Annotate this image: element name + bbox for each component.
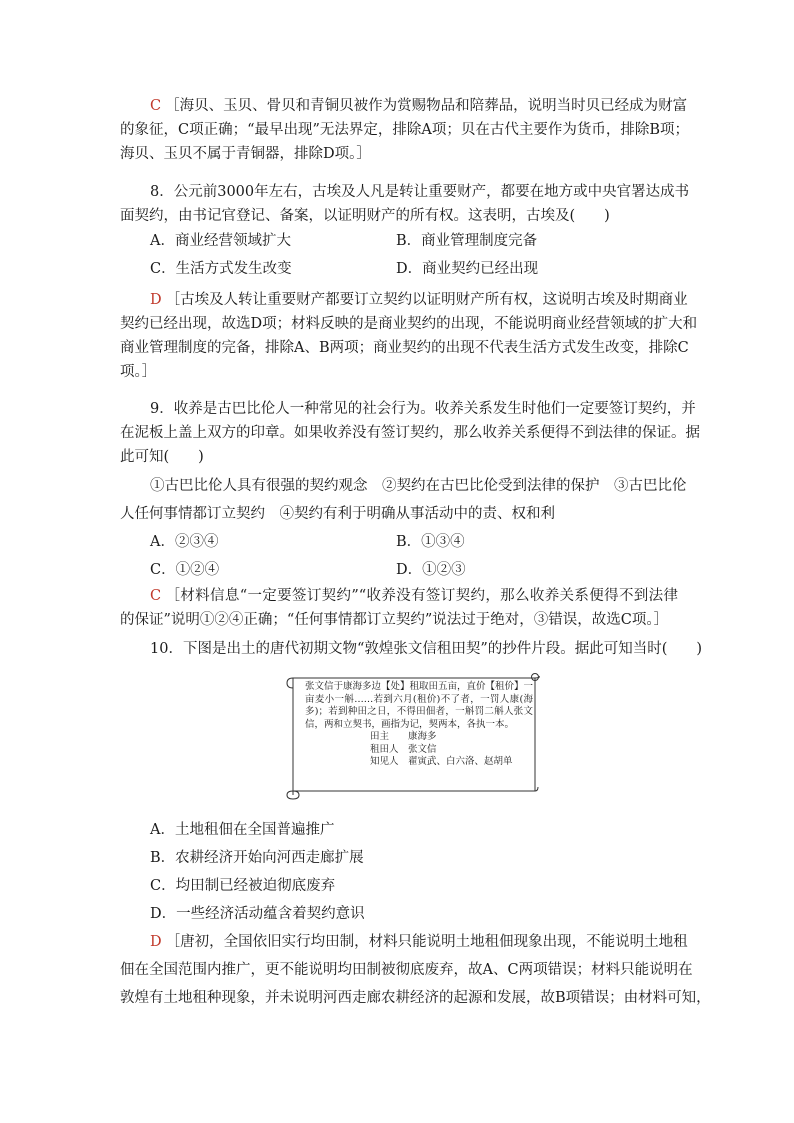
scroll-contract-paragraph: 张文信于康海多边【处】租取田五亩，直价【租价】一亩麦小一斛……若到六月(租价)不了者，一罚人康(海多)；若到种田之日，不得田佃者，一斛罚二斛人张文信，两和立契书，画指为记，契两本，各执一本。 xyxy=(305,681,534,730)
question-8-option-d[interactable]: D．商业契约已经出现 xyxy=(396,261,539,277)
answer-10-line-1: D ［唐初，全国依旧实行均田制，材料只能说明土地租佃现象出现，不能说明土地租 xyxy=(150,934,688,950)
question-10-option-a[interactable]: A．土地租佃在全国普遍推广 xyxy=(150,822,335,838)
answer-9-letter: C xyxy=(150,588,162,604)
question-8 xyxy=(120,180,690,228)
question-9-options-row-1 xyxy=(120,530,678,554)
question-9-statement-line-1: ①古巴比伦人具有很强的契约观念 ②契约在古巴比伦受到法律的保护 ③古巴比伦 xyxy=(150,478,687,494)
question-9-option-d[interactable]: D．①②③ xyxy=(396,562,466,578)
answer-9-line-1: C ［材料信息“一定要签订契约”“收养没有签订契约，那么收养关系便得不到法律 xyxy=(150,588,678,604)
question-10-options xyxy=(120,818,678,926)
answer-9 xyxy=(120,584,678,632)
question-8-option-c[interactable]: C．生活方式发生改变 xyxy=(150,261,292,277)
answer-10-line-2: 佃在全国范围内推广，更不能说明均田制被彻底废弃，故A、C两项错误；材料只能说明在 xyxy=(120,962,693,978)
question-9-stem-1: 9．收养是古巴比伦人一种常见的社会行为。收养关系发生时他们一定要签订契约，并 xyxy=(150,401,696,417)
question-9-options-row-2 xyxy=(120,558,678,582)
question-8-options xyxy=(120,229,678,281)
answer-7-line-1: C ［海贝、玉贝、骨贝和青铜贝被作为赏赐物品和陪葬品，说明当时贝已经成为财富 xyxy=(150,98,688,114)
question-9 xyxy=(120,397,700,469)
scroll-contract-text xyxy=(305,681,533,769)
answer-8-line-4: 项。］ xyxy=(120,364,157,380)
question-10-stem: 10．下图是出土的唐代初期文物“敦煌张文信租田契”的抄件片段。据此可知当时( ) xyxy=(150,641,703,657)
answer-8-letter: D xyxy=(150,292,162,308)
answer-10-letter: D xyxy=(150,934,162,950)
question-8-options-row-2 xyxy=(120,257,678,281)
question-9-stem-3: 此可知( ) xyxy=(120,449,204,465)
answer-8-line-3: 商业管理制度的完备，排除A、B两项；商业契约的出现不代表生活方式发生改变，排除C xyxy=(120,340,689,356)
scroll-signature-tenant: 租田人 张文信 xyxy=(370,743,437,755)
question-9-options xyxy=(120,530,678,582)
question-10-option-c[interactable]: C．均田制已经被迫彻底废弃 xyxy=(150,878,336,894)
question-9-statement-line-2: 人任何事情都订立契约 ④契约有利于明确从事活动中的责、权和利 xyxy=(120,506,555,522)
scroll-signature-witness: 知见人 翟寅武、白六洛、赵胡单 xyxy=(370,756,513,767)
answer-7-line-3: 海贝、玉贝不属于青铜器，排除D项。］ xyxy=(120,146,371,162)
answer-10 xyxy=(120,930,711,1010)
answer-8-line-2: 契约已经出现，故选D项；材料反映的是商业契约的出现，不能说明商业经营领域的扩大和 xyxy=(120,316,698,332)
question-8-stem-1: 8．公元前3000年左右，古埃及人凡是转让重要财产，都要在地方或中央官署达成书 xyxy=(150,184,690,200)
scroll-figure xyxy=(285,673,540,800)
question-9-statements xyxy=(120,474,687,526)
answer-7 xyxy=(120,94,690,166)
answer-10-line-3: 敦煌有土地租种现象，并未说明河西走廊农耕经济的起源和发展，故B项错误；由材料可知， xyxy=(120,990,711,1006)
answer-7-line-2: 的象征，C项正确；“最早出现”无法界定，排除A项；贝在古代主要作为货币，排除B项； xyxy=(120,122,690,138)
answer-7-letter: C xyxy=(150,98,162,114)
question-8-option-b[interactable]: B．商业管理制度完备 xyxy=(396,233,538,249)
question-10-option-d[interactable]: D．一些经济活动蕴含着契约意识 xyxy=(150,906,365,922)
scroll-signature-landlord: 田主 康海多 xyxy=(370,731,437,742)
question-10 xyxy=(120,637,703,661)
question-8-stem-2: 面契约，由书记官登记、备案，以证明财产的所有权。这表明，古埃及( ) xyxy=(120,208,610,224)
question-9-option-a[interactable]: A．②③④ xyxy=(150,534,219,550)
question-9-stem-2: 在泥板上盖上双方的印章。如果收养没有签订契约，那么收养关系便得不到法律的保证。据 xyxy=(120,425,700,441)
answer-8 xyxy=(120,288,698,384)
answer-8-line-1: D ［古埃及人转让重要财产都要订立契约以证明财产所有权，这说明古埃及时期商业 xyxy=(150,292,688,308)
answer-9-line-2: 的保证”说明①②④正确；“任何事情都订立契约”说法过于绝对，③错误，故选C项。］ xyxy=(120,612,669,628)
question-8-options-row-1 xyxy=(120,229,678,253)
question-10-option-b[interactable]: B．农耕经济开始向河西走廊扩展 xyxy=(150,850,364,866)
question-9-option-b[interactable]: B．①③④ xyxy=(396,534,465,550)
question-9-option-c[interactable]: C．①②④ xyxy=(150,562,220,578)
question-8-option-a[interactable]: A．商业经营领域扩大 xyxy=(150,233,291,249)
